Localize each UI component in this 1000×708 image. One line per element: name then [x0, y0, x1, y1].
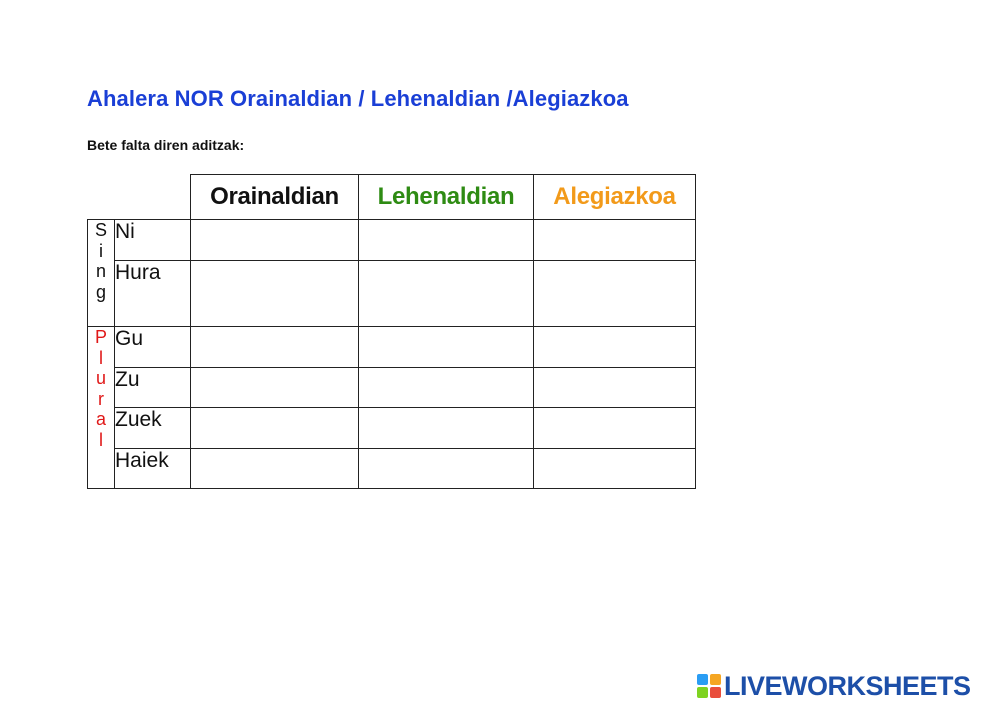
answer-cell-haiek-lehenaldian[interactable] [359, 449, 534, 489]
header-alegiazkoa: Alegiazkoa [534, 175, 696, 220]
answer-cell-haiek-alegiazkoa[interactable] [534, 449, 696, 489]
logo-square-icon [697, 687, 708, 698]
liveworksheets-logo [697, 672, 971, 700]
answer-cell-hura-orainaldian[interactable] [191, 261, 359, 327]
plural-letter: l [99, 347, 103, 368]
singular-letter: n [95, 261, 106, 281]
corner-blank [88, 175, 191, 220]
answer-cell-hura-alegiazkoa[interactable] [534, 261, 696, 327]
singular-letter: i [99, 240, 103, 261]
logo-square-icon [697, 674, 708, 685]
answer-cell-gu-alegiazkoa[interactable] [534, 327, 696, 368]
answer-cell-haiek-orainaldian[interactable] [191, 449, 359, 489]
instructions: Bete falta diren aditzak: [87, 137, 245, 153]
plural-letter: u [95, 368, 106, 388]
answer-cell-hura-lehenaldian[interactable] [359, 261, 534, 327]
answer-cell-zuek-lehenaldian[interactable] [359, 408, 534, 449]
pronoun-gu: Gu [115, 327, 191, 368]
answer-cell-ni-alegiazkoa[interactable] [534, 220, 696, 261]
answer-cell-zu-orainaldian[interactable] [191, 368, 359, 408]
plural-letter: l [99, 429, 103, 450]
logo-mark-icon [697, 674, 721, 698]
logo-text: LIVEWORKSHEETS [724, 670, 971, 701]
pronoun-ni: Ni [115, 220, 191, 261]
plural-letter: r [98, 388, 104, 409]
plural-label [88, 327, 115, 489]
answer-cell-gu-orainaldian[interactable] [191, 327, 359, 368]
conjugation-table [87, 174, 696, 489]
answer-cell-zuek-alegiazkoa[interactable] [534, 408, 696, 449]
page-title: Ahalera NOR Orainaldian / Lehenaldian /Alegiazkoa [87, 86, 629, 111]
logo-square-icon [710, 687, 721, 698]
header-lehenaldian: Lehenaldian [359, 175, 534, 220]
singular-letter: S [94, 220, 107, 240]
pronoun-zuek: Zuek [115, 408, 191, 449]
logo-square-icon [710, 674, 721, 685]
singular-label [88, 220, 115, 327]
header-orainaldian: Orainaldian [191, 175, 359, 220]
answer-cell-zu-alegiazkoa[interactable] [534, 368, 696, 408]
plural-letter: a [95, 409, 106, 429]
pronoun-zu: Zu [115, 368, 191, 408]
pronoun-haiek: Haiek [115, 449, 191, 489]
answer-cell-gu-lehenaldian[interactable] [359, 327, 534, 368]
answer-cell-ni-lehenaldian[interactable] [359, 220, 534, 261]
plural-letter: P [94, 327, 107, 347]
answer-cell-ni-orainaldian[interactable] [191, 220, 359, 261]
answer-cell-zu-lehenaldian[interactable] [359, 368, 534, 408]
answer-cell-zuek-orainaldian[interactable] [191, 408, 359, 449]
pronoun-hura: Hura [115, 261, 191, 327]
singular-letter: g [95, 281, 106, 302]
